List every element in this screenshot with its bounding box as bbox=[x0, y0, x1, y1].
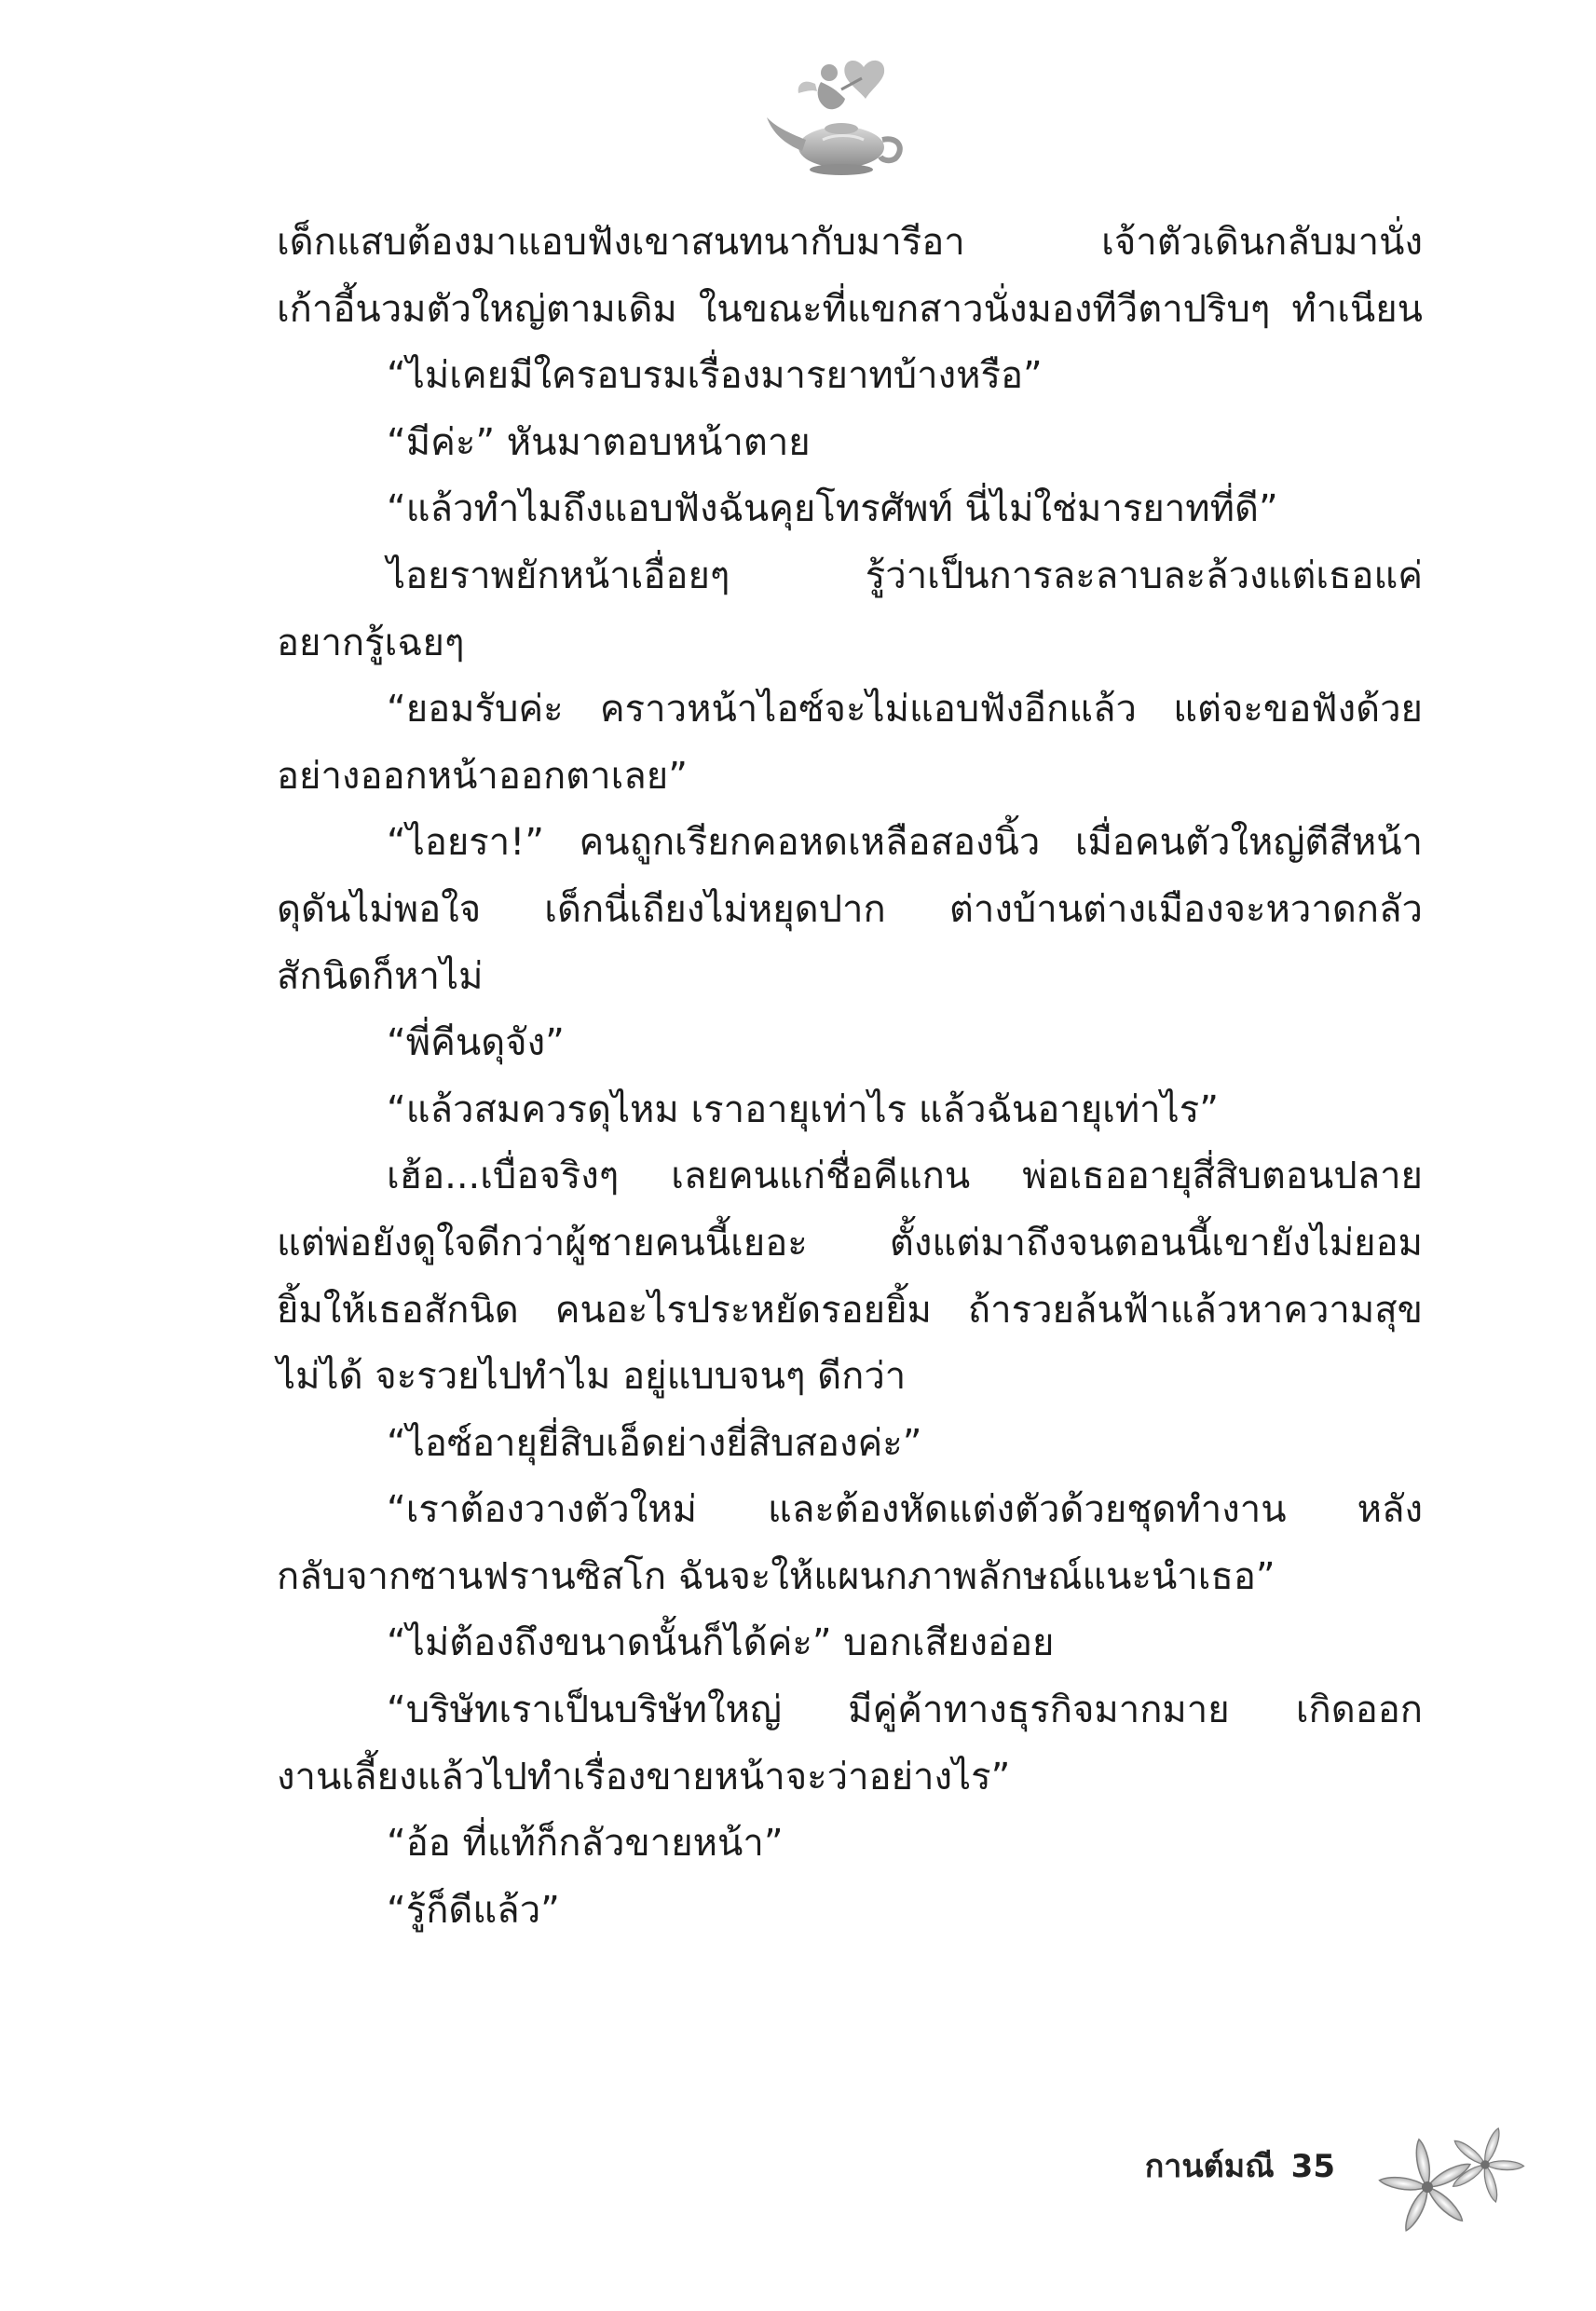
lily-flowers-icon bbox=[1370, 2120, 1533, 2241]
body-text bbox=[277, 210, 1423, 1944]
text-line: “แล้วทำไมถึงแอบฟังฉันคุยโทรศัพท์ นี่ไม่ใช่มารยาทที่ดี” bbox=[387, 487, 1278, 531]
text-line: “มีค่ะ” หันมาตอบหน้าตาย bbox=[387, 420, 811, 464]
text-line: “พี่คีนดุจัง” bbox=[387, 1021, 565, 1065]
text-line: “ไม่เคยมีใครอบรมเรื่องมารยาทบ้างหรือ” bbox=[387, 354, 1043, 398]
text-line: “ไอยรา!” คนถูกเรียกคอหดเหลือสองนิ้ว เมื่อคนตัวใหญ่ตีสีหน้า bbox=[387, 821, 1423, 865]
text-line: ยิ้มให้เธอสักนิด คนอะไรประหยัดรอยยิ้ม ถ้ารวยล้นฟ้าแล้วหาความสุข bbox=[277, 1288, 1423, 1332]
text-line: “อ้อ ที่แท้ก็กลัวขายหน้า” bbox=[387, 1822, 784, 1866]
text-line: แต่พ่อยังดูใจดีกว่าผู้ชายคนนี้เยอะ ตั้งแต่มาถึงจนตอนนี้เขายังไม่ยอม bbox=[277, 1221, 1423, 1265]
teapot-cupid-icon bbox=[759, 47, 918, 186]
text-line: “ไอซ์อายุยี่สิบเอ็ดย่างยี่สิบสองค่ะ” bbox=[387, 1421, 922, 1465]
text-line: ไอยราพยักหน้าเอื่อยๆ รู้ว่าเป็นการละลาบละล้วงแต่เธอแค่ bbox=[387, 554, 1423, 597]
text-line: กลับจากซานฟรานซิสโก ฉันจะให้แผนกภาพลักษณ์แนะนำเธอ” bbox=[277, 1554, 1275, 1598]
running-footer bbox=[1145, 2143, 1335, 2190]
text-line: “รู้ก็ดีแล้ว” bbox=[387, 1888, 560, 1932]
text-line: “แล้วสมควรดุไหม เราอายุเท่าไร แล้วฉันอายุเท่าไร” bbox=[387, 1087, 1219, 1131]
page-number: 35 bbox=[1290, 2148, 1335, 2185]
text-line: “เราต้องวางตัวใหม่ และต้องหัดแต่งตัวด้วยชุดทำงาน หลัง bbox=[387, 1488, 1423, 1532]
text-line: “บริษัทเราเป็นบริษัทใหญ่ มีคู่ค้าทางธุรกิจมากมาย เกิดออก bbox=[387, 1689, 1423, 1732]
text-line: งานเลี้ยงแล้วไปทำเรื่องขายหน้าจะว่าอย่างไร” bbox=[277, 1755, 1011, 1798]
text-line: ไม่ได้ จะรวยไปทำไม อยู่แบบจนๆ ดีกว่า bbox=[277, 1355, 907, 1399]
text-line: “ยอมรับค่ะ คราวหน้าไอซ์จะไม่แอบฟังอีกแล้ว แต่จะขอฟังด้วย bbox=[387, 688, 1423, 732]
text-line: อย่างออกหน้าออกตาเลย” bbox=[277, 754, 688, 798]
text-line: อยากรู้เฉยๆ bbox=[277, 621, 465, 664]
text-line: เก้าอี้นวมตัวใหญ่ตามเดิม ในขณะที่แขกสาวนั่งมองทีวีตาปริบๆ ทำเนียน bbox=[277, 287, 1423, 331]
text-line: เด็กแสบต้องมาแอบฟังเขาสนทนากับมารีอา เจ้าตัวเดินกลับมานั่ง bbox=[277, 221, 1423, 264]
text-line: สักนิดก็หาไม่ bbox=[277, 954, 484, 998]
text-line: ดุดันไม่พอใจ เด็กนี่เถียงไม่หยุดปาก ต่างบ้านต่างเมืองจะหวาดกลัว bbox=[277, 887, 1423, 931]
text-line: “ไม่ต้องถึงขนาดนั้นก็ได้ค่ะ” บอกเสียงอ่อย bbox=[387, 1621, 1055, 1665]
text-line: เฮ้อ...เบื่อจริงๆ เลยคนแก่ชื่อคีแกน พ่อเธออายุสี่สิบตอนปลาย bbox=[387, 1155, 1423, 1198]
book-title: กานต์มณี bbox=[1144, 2148, 1275, 2185]
